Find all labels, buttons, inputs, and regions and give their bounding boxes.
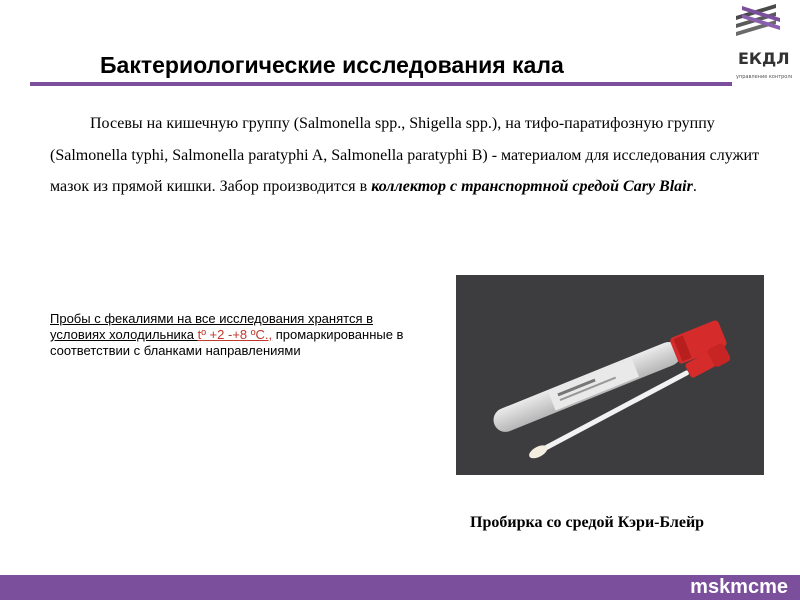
storage-note-line3: промаркированные в соответствии с бланками направлениями	[50, 327, 404, 358]
tube-photo	[456, 275, 764, 475]
storage-note	[50, 311, 410, 359]
svg-text:управление контролем: управление контролем	[736, 74, 792, 80]
storage-temperature: tº +2 -+8 ºC.,	[197, 327, 273, 342]
footer-bar	[0, 575, 800, 600]
storage-note-line1: Пробы с фекалиями на все исследования хранятся	[50, 311, 363, 326]
svg-text:ЕКДЛ: ЕКДЛ	[738, 49, 790, 68]
paragraph-text: Посевы на кишечную группу (Salmonella spp., Shigella spp.), на тифо-паратифозную группу (Salmonella typhi, Salmonella paratyphi A, Salmonella paratyphi B) - материалом для исследования служит мазок из прямой кишки. Забор производится в	[50, 115, 760, 195]
paragraph-emphasis: коллектор с транспортной средой Cary Blair	[371, 178, 693, 195]
slide-title: Бактериологические исследования кала	[100, 52, 564, 78]
logo	[728, 2, 792, 82]
logo-graphic	[728, 2, 792, 82]
tube-illustration	[456, 275, 764, 475]
photo-caption: Пробирка со средой Кэри-Блейр	[470, 514, 705, 531]
title-underline	[30, 82, 732, 86]
storage-note-line2: в условиях холодильника	[50, 311, 374, 342]
main-paragraph	[50, 108, 770, 203]
footer-watermark: mskmcme	[690, 576, 788, 598]
paragraph-end: .	[692, 178, 697, 195]
